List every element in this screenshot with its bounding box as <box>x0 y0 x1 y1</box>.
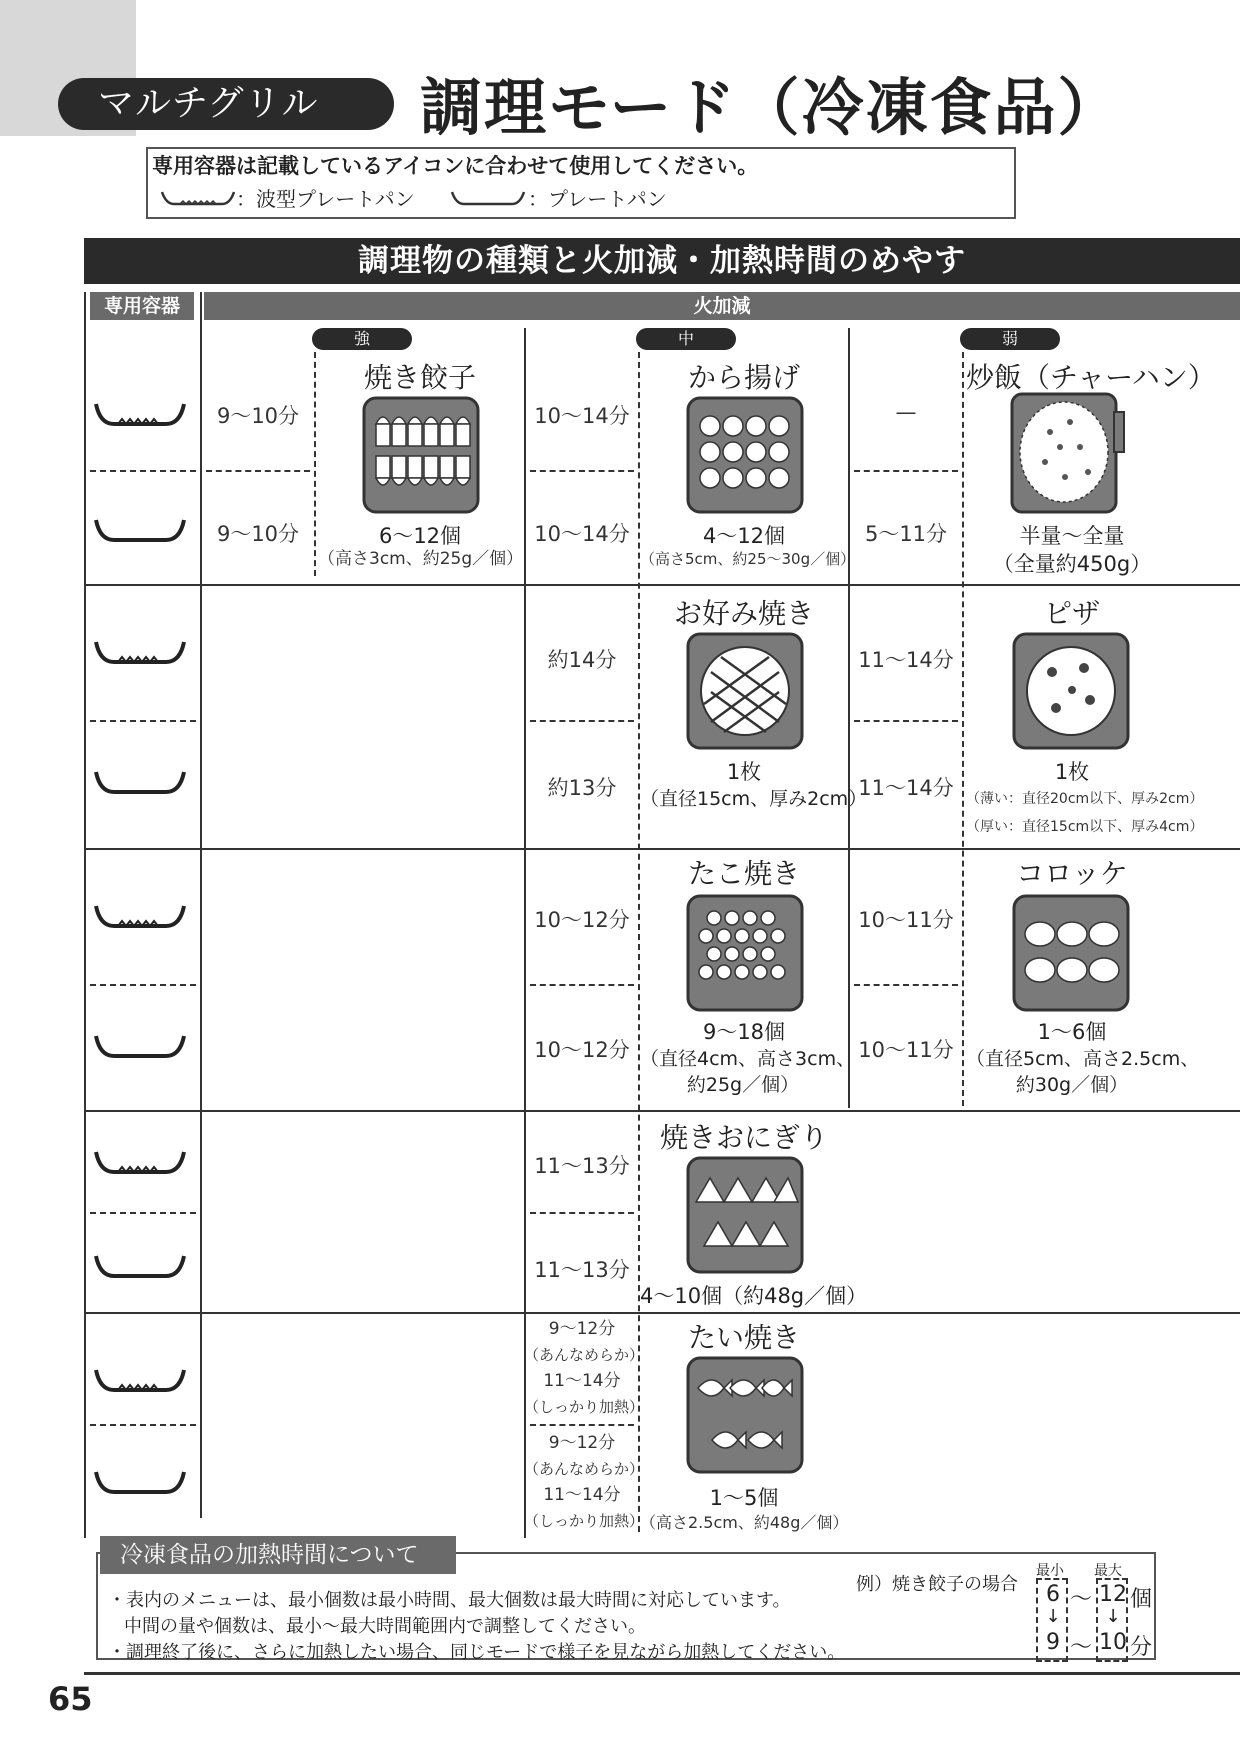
arrow-down: ↓ <box>1045 1606 1061 1627</box>
row-divider <box>84 848 1240 850</box>
food-name: たこ焼き <box>687 857 800 890</box>
korokke-illustration <box>1012 894 1130 1012</box>
food-qty: 1〜5個 <box>709 1486 779 1510</box>
time-flat: 11〜14分 <box>543 1485 621 1505</box>
flat-pan-icon <box>92 1030 188 1064</box>
table-left-border <box>84 292 86 1538</box>
food-detail: 約30g／個） <box>1015 1074 1129 1096</box>
time-flat: 10〜12分 <box>534 1038 630 1062</box>
min-label: 最小 <box>1036 1563 1064 1579</box>
arrow-down: ↓ <box>1105 1606 1121 1627</box>
food-qty: 6〜12個 <box>378 524 462 548</box>
food-detail: （高さ3cm、約25g／個） <box>318 549 524 569</box>
subrow-divider <box>530 1212 634 1214</box>
wave-pan-icon <box>158 188 238 208</box>
time-flat: 10〜14分 <box>534 522 630 546</box>
subrow-divider <box>530 470 634 472</box>
time-note: （あんなめらか） <box>524 1460 645 1478</box>
time-wave: 11〜14分 <box>858 648 954 672</box>
time-wave: 9〜12分 <box>548 1319 616 1339</box>
flat-pan-icon <box>448 188 528 208</box>
max-count: 12 <box>1099 1582 1127 1607</box>
wave-pan-icon <box>92 1146 188 1180</box>
flat-pan-icon <box>92 514 188 548</box>
subrow-divider <box>90 1424 196 1426</box>
table-title: 調理物の種類と火加減・加熱時間のめやす <box>84 238 1240 284</box>
time-note: （しっかり加熱） <box>524 1398 645 1416</box>
food-qty: 4〜10個（約48g／個） <box>640 1284 868 1308</box>
subrow-divider <box>90 1212 196 1214</box>
food-detail: （直径15cm、厚み2cm） <box>640 788 868 810</box>
section-label: マルチグリル <box>58 78 394 130</box>
flat-pan-icon <box>92 1466 188 1500</box>
gyoza-illustration <box>362 396 480 514</box>
frozen-note-line: ・調理終了後に、さらに加熱したい場合、同じモードで様子を見ながら加熱してください。 <box>108 1642 846 1663</box>
time-divider <box>962 352 964 1106</box>
container-header: 専用容器 <box>90 292 194 320</box>
food-name: コロッケ <box>1016 857 1128 890</box>
row-divider <box>84 1110 1240 1112</box>
food-detail: （薄い：直径20cm以下、厚み2cm） <box>966 791 1204 807</box>
min-count: 6 <box>1046 1582 1060 1607</box>
food-qty: 9〜18個 <box>702 1020 786 1044</box>
food-detail: （直径4cm、高さ3cm、 <box>640 1048 856 1070</box>
page-number: 65 <box>48 1680 93 1718</box>
subrow-divider <box>90 470 196 472</box>
chahan-illustration <box>1010 392 1128 514</box>
takoyaki-illustration <box>686 894 804 1012</box>
time-flat: 9〜12分 <box>548 1433 616 1453</box>
time-wave: — <box>895 400 917 424</box>
notice-text: 専用容器は記載しているアイコンに合わせて使用してください。 <box>152 154 759 178</box>
time-flat: 9〜10分 <box>216 522 300 546</box>
frozen-note-title: 冷凍食品の加熱時間について <box>100 1536 456 1574</box>
time-wave: 11〜13分 <box>534 1154 630 1178</box>
subrow-divider <box>530 1424 634 1426</box>
page-title: 調理モード（冷凍食品） <box>420 71 1122 144</box>
food-name: たい焼き <box>687 1321 800 1354</box>
time-flat: 約13分 <box>547 776 617 800</box>
frozen-note-line: ・表内のメニューは、最小個数は最小時間、最大個数は最大時間に対応しています。 <box>108 1590 791 1611</box>
row-divider <box>84 584 1240 586</box>
max-time: 10 <box>1099 1630 1127 1655</box>
food-detail: （高さ5cm、約25〜30g／個） <box>640 550 856 568</box>
time-unit: 分 <box>1130 1635 1153 1660</box>
wave-pan-icon <box>92 900 188 934</box>
time-wave: 11〜14分 <box>543 1371 621 1391</box>
time-wave: 10〜11分 <box>858 908 954 932</box>
time-flat: 11〜13分 <box>534 1258 630 1282</box>
subrow-divider <box>854 470 958 472</box>
food-name: お好み焼き <box>673 597 814 630</box>
frozen-note-line: 中間の量や個数は、最小〜最大時間範囲内で調整してください。 <box>124 1616 646 1637</box>
wave-pan-icon <box>92 398 188 432</box>
heat-weak-badge: 弱 <box>960 328 1060 350</box>
time-divider <box>314 352 316 576</box>
tilde: 〜 <box>1070 1635 1093 1660</box>
food-detail: （全量約450g） <box>992 552 1152 576</box>
flat-pan-icon <box>92 766 188 800</box>
example-label: 例）焼き餃子の場合 <box>856 1574 1018 1595</box>
subrow-divider <box>854 984 958 986</box>
row-divider <box>84 1312 1240 1314</box>
food-detail: 約25g／個） <box>686 1074 800 1096</box>
food-qty: 半量〜全量 <box>1019 524 1125 548</box>
max-label: 最大 <box>1094 1563 1122 1579</box>
time-wave: 10〜12分 <box>534 908 630 932</box>
onigiri-illustration <box>686 1156 804 1274</box>
food-qty: 4〜12個 <box>702 524 786 548</box>
time-note: （あんなめらか） <box>524 1346 645 1364</box>
subrow-divider <box>854 720 958 722</box>
food-detail: （厚い：直径15cm以下、厚み4cm） <box>966 819 1204 835</box>
time-note: （しっかり加熱） <box>524 1512 645 1530</box>
col-divider <box>848 328 850 1108</box>
food-name: 焼きおにぎり <box>659 1121 828 1154</box>
food-qty: 1枚 <box>1054 760 1090 784</box>
food-qty: 1枚 <box>726 760 762 784</box>
time-flat: 5〜11分 <box>864 522 948 546</box>
food-name: 焼き餃子 <box>363 361 476 394</box>
legend-flat-label: ：プレートパン <box>528 187 667 211</box>
wave-pan-icon <box>92 1364 188 1398</box>
heat-header: 火加減 <box>204 292 1240 320</box>
karaage-illustration <box>686 396 804 514</box>
subrow-divider <box>530 720 634 722</box>
subrow-divider <box>90 984 196 986</box>
subrow-divider <box>90 720 196 722</box>
food-name: ピザ <box>1043 597 1100 630</box>
flat-pan-icon <box>92 1250 188 1284</box>
food-detail: （高さ2.5cm、約48g／個） <box>640 1513 849 1532</box>
time-flat: 11〜14分 <box>858 776 954 800</box>
footer-rule <box>84 1672 1240 1675</box>
heat-medium-badge: 中 <box>636 328 736 350</box>
food-detail: （直径5cm、高さ2.5cm、 <box>966 1048 1200 1070</box>
pizza-illustration <box>1012 632 1130 750</box>
min-time: 9 <box>1046 1630 1060 1655</box>
time-flat: 10〜11分 <box>858 1038 954 1062</box>
count-unit: 個 <box>1130 1587 1153 1612</box>
subrow-divider <box>530 984 634 986</box>
legend-wave-label: ：波型プレートパン <box>236 187 415 211</box>
wave-pan-icon <box>92 636 188 670</box>
col-divider <box>200 292 202 1518</box>
okonomiyaki-illustration <box>686 632 804 750</box>
food-name: 炒飯（チャーハン） <box>966 361 1216 394</box>
taiyaki-illustration <box>686 1356 804 1474</box>
time-wave: 約14分 <box>547 648 617 672</box>
time-wave: 10〜14分 <box>534 404 630 428</box>
subrow-divider <box>206 470 310 472</box>
time-wave: 9〜10分 <box>216 404 300 428</box>
tilde: 〜 <box>1070 1587 1093 1612</box>
heat-strong-badge: 強 <box>312 328 412 350</box>
food-name: から揚げ <box>687 361 800 394</box>
food-qty: 1〜6個 <box>1037 1020 1107 1044</box>
